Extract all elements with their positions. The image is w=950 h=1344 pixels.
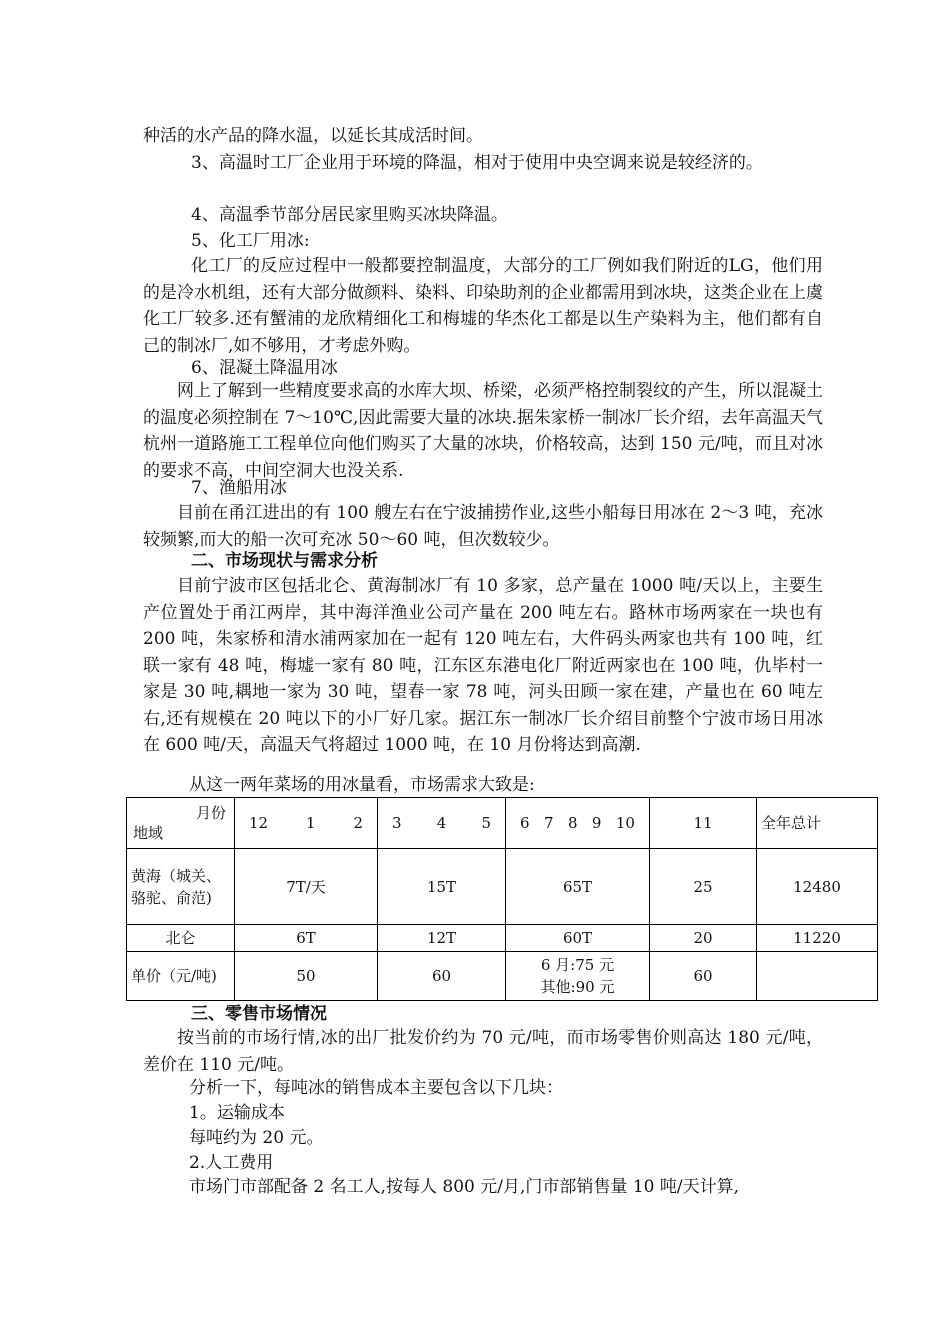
paragraph-retail: 按当前的市场行情,冰的出厂批发价约为 70 元/吨，而市场零售价则高达 180 元/吨，差价在 110 元/吨。: [143, 1028, 823, 1075]
header-region: 地域: [133, 824, 164, 842]
table-row: [127, 849, 878, 925]
section-heading-3: 三、零售市场情况: [191, 1004, 327, 1024]
list-item-4: 4、高温季节部分居民家里购买冰块降温。: [191, 205, 508, 225]
month-label: 1: [306, 814, 316, 832]
row-region: 北仑: [127, 925, 235, 952]
header-total: 全年总计: [757, 798, 878, 849]
header-months-2: [378, 798, 506, 849]
list-item-5-heading: 5、化工厂用冰:: [191, 231, 310, 251]
paragraph-market-status: 目前宁波市区包括北仑、黄海制冰厂有 10 多家，总产量在 1000 吨/天以上，主要生产位置处于甬江两岸，其中海洋渔业公司产量在 200 吨左右。路林市场两家在一块也有 200 吨，朱家桥和清水浦两家加在一起有 120 吨左右，大件码头两家也共有 100 吨，红联一家有 48 吨，梅墟一家有 80 吨，江东区东港电化厂附近两家也在 100 吨，仇毕村一家是 30 吨,耦地一家为 30 吨，望春一家 78 吨，河头田顾一家在建，产量也在 60 吨左右,还有规模在 20 吨以下的小厂好几家。据江东一制冰厂长介绍目前整个宁波市场日用冰在 600 吨/天，高温天气将超过 1000 吨，在 10 月份将达到高潮.: [143, 576, 823, 755]
list-item-transport: 1。运输成本: [189, 1103, 285, 1123]
month-label: 7: [543, 814, 554, 832]
price-other: 其他:90 元: [540, 978, 615, 996]
list-item-7-heading: 7、渔船用冰: [191, 478, 287, 498]
table-header-row: [127, 798, 878, 849]
month-label: 5: [481, 814, 491, 832]
list-item-6-heading: 6、混凝土降温用冰: [191, 358, 338, 378]
month-label: 3: [392, 814, 402, 832]
month-label: 6: [520, 814, 530, 832]
header-month-11: 11: [650, 798, 757, 849]
month-label: 10: [615, 814, 635, 832]
demand-table: [126, 797, 878, 1001]
month-label: 8: [567, 814, 578, 832]
header-month: 月份: [195, 804, 226, 822]
cell: 12480: [757, 849, 878, 925]
cell: 11220: [757, 925, 878, 952]
cell: 15T: [378, 849, 506, 925]
paragraph-chemical-plant: 化工厂的反应过程中一般都要控制温度，大部分的工厂例如我们附近的LG，他们用的是冷水机组，还有大部分做颜料、染料、印染助剂的企业都需用到冰块，这类企业在上虞化工厂较多.还有蟹浦的龙欣精细化工和梅墟的华杰化工都是以生产染料为主，他们都有自己的制冰厂,如不够用，才考虑外购。: [143, 256, 823, 356]
section-heading-2: 二、市场现状与需求分析: [191, 551, 378, 571]
cell: [757, 952, 878, 1001]
paragraph-analysis: 分析一下，每吨冰的销售成本主要包含以下几块：: [189, 1078, 563, 1098]
list-item-labor: 2.人工费用: [189, 1153, 274, 1173]
paragraph: 种活的水产品的降水温，以延长其成活时间。: [143, 126, 483, 146]
row-price-label: 单价（元/吨): [127, 952, 235, 1001]
table-intro: 从这一两年菜场的用冰量看，市场需求大致是:: [189, 775, 535, 795]
cell: 7T/天: [235, 849, 378, 925]
month-label: 12: [249, 814, 269, 832]
month-label: 4: [436, 814, 447, 832]
cell: 50: [235, 952, 378, 1001]
cell-price-6-10: [506, 952, 650, 1001]
cell: 60: [650, 952, 757, 1001]
month-label: 9: [591, 814, 602, 832]
cell: 6T: [235, 925, 378, 952]
table-row: [127, 925, 878, 952]
header-months-3: [506, 798, 650, 849]
labor-cost: 市场门市部配备 2 名工人,按每人 800 元/月,门市部销售量 10 吨/天计算,: [189, 1177, 739, 1197]
cell: 25: [650, 849, 757, 925]
table-row-price: [127, 952, 878, 1001]
cell: 65T: [506, 849, 650, 925]
price-june: 6 月:75 元: [540, 956, 615, 974]
month-label: 2: [353, 814, 363, 832]
paragraph-fishing-boats: 目前在甬江进出的有 100 艘左右在宁波捕捞作业,这些小船每日用冰在 2～3 吨，充冰较频繁,而大的船一次可充冰 50～60 吨，但次数较少。: [143, 503, 823, 550]
transport-cost: 每吨约为 20 元。: [189, 1128, 324, 1148]
cell: 20: [650, 925, 757, 952]
list-item-3: 3、高温时工厂企业用于环境的降温，相对于使用中央空调来说是较经济的。: [191, 153, 763, 173]
header-corner-cell: [127, 798, 235, 849]
paragraph-concrete: 网上了解到一些精度要求高的水库大坝、桥梁，必须严格控制裂纹的产生，所以混凝土的温度必须控制在 7～10℃,因此需要大量的冰块.据朱家桥一制冰厂长介绍，去年高温天气杭州一道路施工工程单位向他们购买了大量的冰块，价格较高，达到 150 元/吨，而且对冰的要求不高，中间空洞大也没关系.: [143, 381, 823, 481]
cell: 60T: [506, 925, 650, 952]
row-region: 黄海（城关、骆驼、俞范): [127, 849, 235, 925]
header-months-1: [235, 798, 378, 849]
cell: 60: [378, 952, 506, 1001]
cell: 12T: [378, 925, 506, 952]
